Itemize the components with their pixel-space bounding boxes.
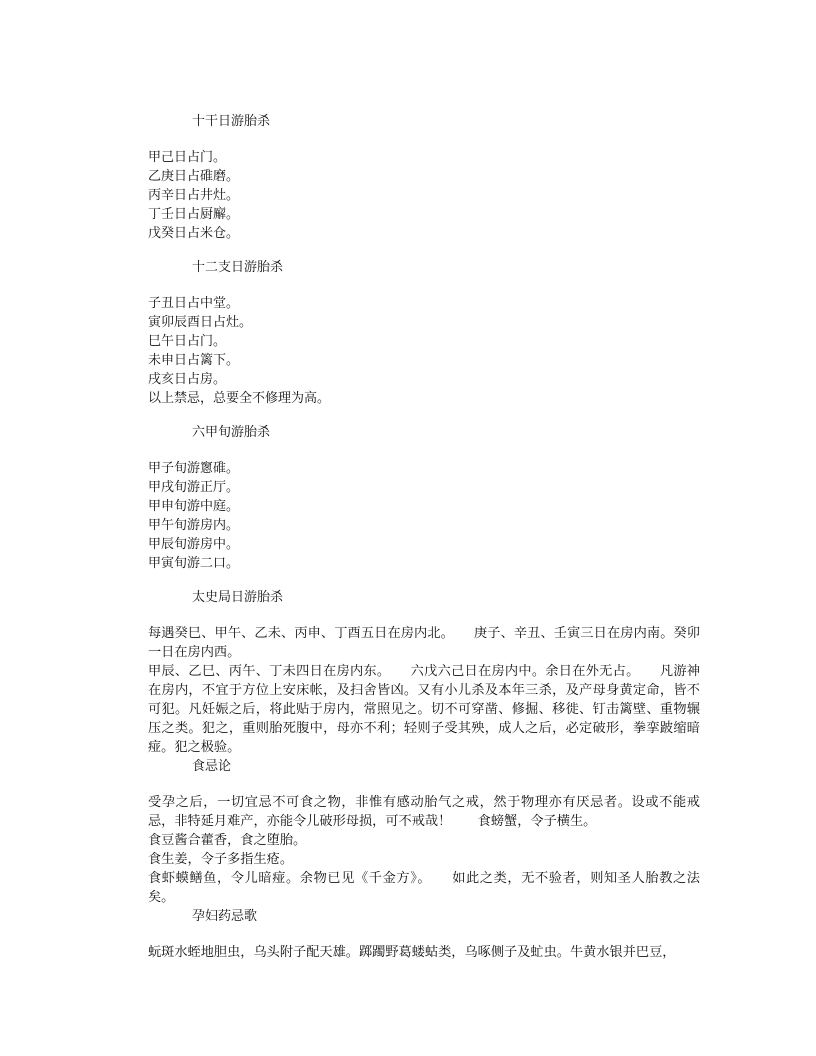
paragraph: 食生姜，令子多指生疮。 xyxy=(148,852,294,867)
list-item: 甲辰旬游房中。 xyxy=(148,537,240,552)
list-item: 子丑日占中堂。 xyxy=(148,296,240,311)
list-item: 以上禁忌，总要全不修理为高。 xyxy=(148,391,331,406)
list-item: 巳午日占门。 xyxy=(148,334,227,349)
list-item: 丙辛日占井灶。 xyxy=(148,188,240,203)
list-item: 甲子旬游窻碓。 xyxy=(148,461,240,476)
section-heading-3: 六甲旬游胎杀 xyxy=(192,425,271,440)
paragraph: 食豆酱合藿香，食之堕胎。 xyxy=(148,833,307,848)
section-heading-1: 十干日游胎杀 xyxy=(192,114,271,129)
list-item: 未申日占篱下。 xyxy=(148,353,240,368)
section-heading-2: 十二支日游胎杀 xyxy=(192,260,284,275)
section-2-list xyxy=(148,294,700,408)
list-item: 丁壬日占厨廨。 xyxy=(148,207,240,222)
section-heading-5: 食忌论 xyxy=(192,759,232,774)
section-heading-4: 太史局日游胎杀 xyxy=(192,590,284,605)
list-item: 戊癸日占米仓。 xyxy=(148,226,240,241)
paragraph: 食虾蟆鳝鱼，令儿暗痖。余物已见《千金方》。 如此之类，无不验者，则知圣人胎教之法矣。 xyxy=(148,871,700,905)
paragraph: 蚖斑水蛭地胆虫，乌头附子配天雄。踯躅野葛蝼蛄类，乌啄侧子及虻虫。牛黄水银并巴豆， xyxy=(148,945,676,960)
list-item: 寅卯辰酉日占灶。 xyxy=(148,315,253,330)
list-item: 戌亥日占房。 xyxy=(148,372,227,387)
list-item: 甲午旬游房内。 xyxy=(148,518,240,533)
paragraph: 每遇癸巳、甲午、乙未、丙申、丁酉五日在房内北。 庚子、辛丑、壬寅三日在房内南。癸卯一日在房内西。 xyxy=(148,626,700,660)
section-heading-6: 孕妇药忌歌 xyxy=(192,909,258,924)
list-item: 乙庚日占碓磨。 xyxy=(148,169,240,184)
list-item: 甲申旬游中庭。 xyxy=(148,499,240,514)
paragraph: 受孕之后，一切宜忌不可食之物，非惟有感动胎气之戒，然于物理亦有厌忌者。设或不能戒忌，非特延月难产，亦能令儿破形母损，可不戒哉！ 食螃蟹，令子横生。 xyxy=(148,795,700,829)
document-page xyxy=(148,112,700,962)
list-item: 甲戌旬游正厅。 xyxy=(148,480,240,495)
paragraph: 甲辰、乙巳、丙午、丁未四日在房内东。 六戊六己日在房内中。余日在外无占。 凡游神在房内，不宜于方位上安床帐，及扫舍皆凶。又有小儿杀及本年三杀，及产母身黄定命，皆不可犯。凡妊娠之后，将此贴于房内，常照见之。切不可穿凿、修掘、移徙、钉击篱壁、重物辗压之类。犯之，重则胎死腹中，母亦不利；轻则子受其殃，成人之后，必定破形，拳挛跛缩暗痖。犯之极验。 xyxy=(148,664,700,755)
list-item: 甲寅旬游二口。 xyxy=(148,556,240,571)
section-1-list xyxy=(148,148,700,243)
section-3-list xyxy=(148,459,700,573)
list-item: 甲己日占门。 xyxy=(148,150,227,165)
